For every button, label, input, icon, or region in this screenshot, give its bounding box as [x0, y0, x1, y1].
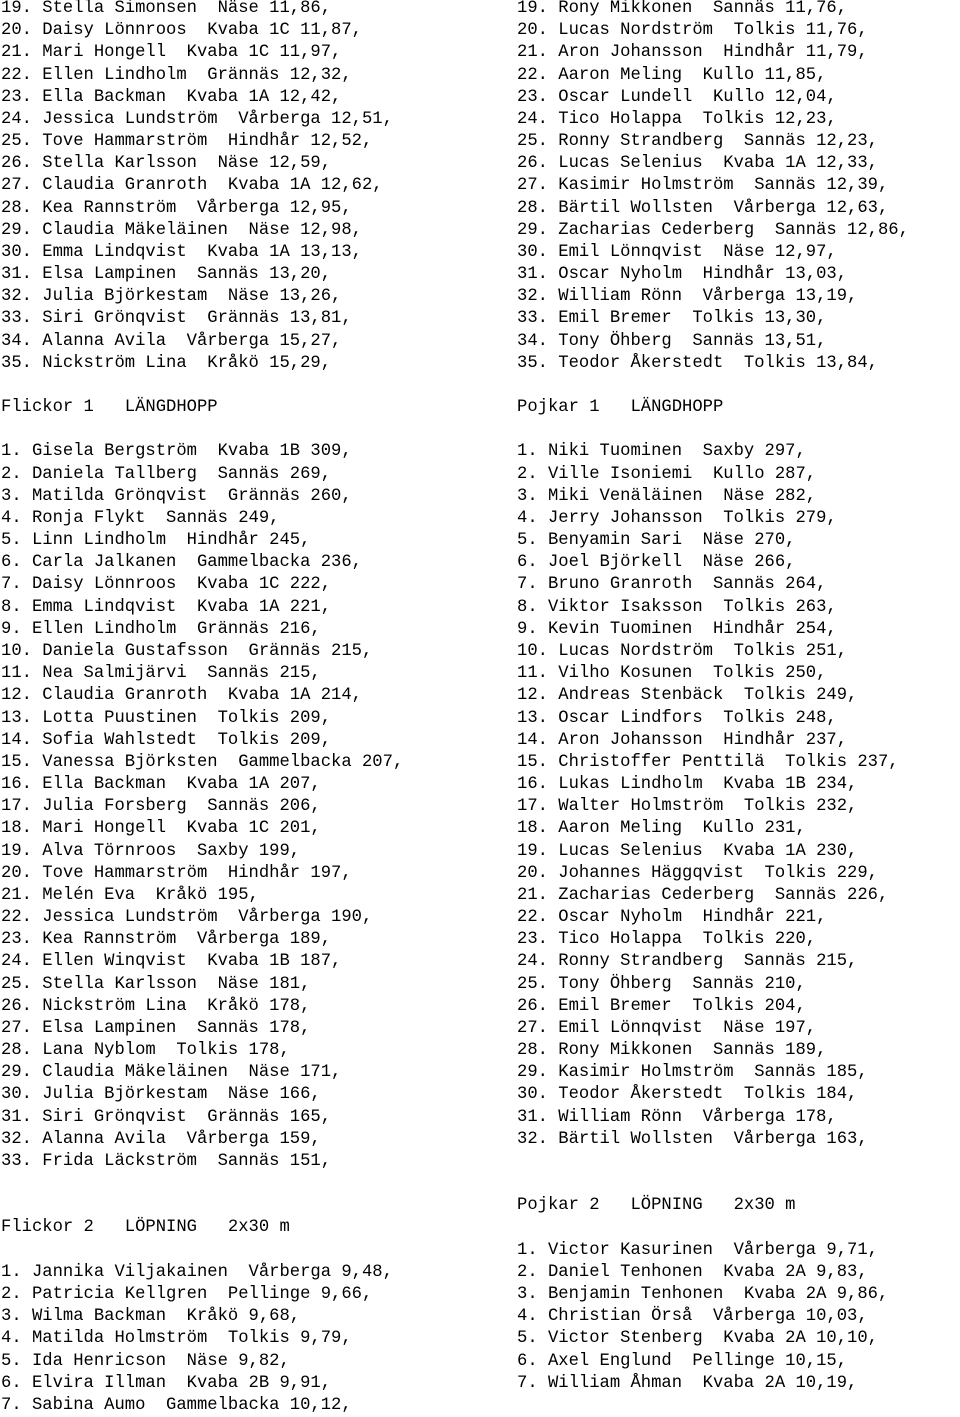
result-line: 10. Lucas Nordström Tolkis 251, [517, 641, 848, 661]
result-line: 1. Gisela Bergström Kvaba 1B 309, [1, 442, 352, 462]
result-line: 5. Ida Henricson Näse 9,82, [1, 1351, 290, 1371]
result-line: 12. Claudia Granroth Kvaba 1A 214, [1, 686, 362, 706]
result-line: 1. Jannika Viljakainen Vårberga 9,48, [1, 1262, 393, 1282]
result-line: 31. Siri Grönqvist Grännäs 165, [1, 1107, 332, 1127]
girls-running-results [1, 1262, 501, 1417]
result-line: 27. Emil Lönnqvist Näse 197, [517, 1018, 817, 1038]
result-line: 23. Oscar Lundell Kullo 12,04, [517, 87, 837, 107]
result-line: 15. Vanessa Björksten Gammelbacka 207, [1, 752, 404, 772]
result-line: 9. Kevin Tuominen Hindhår 254, [517, 619, 837, 639]
result-line: 26. Lucas Selenius Kvaba 1A 12,33, [517, 154, 878, 174]
result-line: 21. Mari Hongell Kvaba 1C 11,97, [1, 43, 342, 63]
result-line: 5. Linn Lindholm Hindhår 245, [1, 531, 311, 551]
result-line: 26. Stella Karlsson Näse 12,59, [1, 154, 332, 174]
result-line: 9. Ellen Lindholm Grännäs 216, [1, 619, 321, 639]
result-line: 18. Mari Hongell Kvaba 1C 201, [1, 819, 321, 839]
boys-long-jump-heading: Pojkar 1 LÄNGDHOPP [517, 398, 724, 418]
result-line: 17. Julia Forsberg Sannäs 206, [1, 797, 321, 817]
result-line: 13. Oscar Lindfors Tolkis 248, [517, 708, 837, 728]
result-line: 6. Carla Jalkanen Gammelbacka 236, [1, 553, 362, 573]
result-line: 11. Nea Salmijärvi Sannäs 215, [1, 664, 321, 684]
result-line: 15. Christoffer Penttilä Tolkis 237, [517, 752, 899, 772]
result-line: 20. Tove Hammarström Hindhår 197, [1, 863, 352, 883]
result-line: 4. Jerry Johansson Tolkis 279, [517, 508, 837, 528]
result-line: 34. Alanna Avila Vårberga 15,27, [1, 331, 342, 351]
result-line: 24. Tico Holappa Tolkis 12,23, [517, 109, 837, 129]
result-line: 31. William Rönn Vårberga 178, [517, 1107, 837, 1127]
result-line: 28. Bärtil Wollsten Vårberga 12,63, [517, 198, 889, 218]
result-line: 28. Kea Rannström Vårberga 12,95, [1, 198, 352, 218]
result-line: 1. Victor Kasurinen Vårberga 9,71, [517, 1240, 878, 1260]
result-line: 28. Rony Mikkonen Sannäs 189, [517, 1041, 827, 1061]
result-line: 21. Melén Eva Kråkö 195, [1, 885, 259, 905]
result-line: 6. Joel Björkell Näse 266, [517, 553, 796, 573]
result-line: 19. Stella Simonsen Näse 11,86, [1, 0, 332, 18]
result-line: 24. Ronny Strandberg Sannäs 215, [517, 952, 858, 972]
result-line: 33. Frida Läckström Sannäs 151, [1, 1151, 332, 1171]
result-line: 25. Tony Öhberg Sannäs 210, [517, 974, 806, 994]
result-line: 20. Lucas Nordström Tolkis 11,76, [517, 21, 868, 41]
result-line: 21. Zacharias Cederberg Sannäs 226, [517, 885, 889, 905]
result-line: 18. Aaron Meling Kullo 231, [517, 819, 806, 839]
boys-previous-event-list [517, 0, 960, 375]
result-line: 8. Emma Lindqvist Kvaba 1A 221, [1, 597, 332, 617]
result-line: 4. Ronja Flykt Sannäs 249, [1, 508, 280, 528]
result-line: 14. Sofia Wahlstedt Tolkis 209, [1, 730, 332, 750]
result-line: 2. Patricia Kellgren Pellinge 9,66, [1, 1284, 373, 1304]
result-line: 32. Julia Björkestam Näse 13,26, [1, 287, 342, 307]
result-line: 27. Elsa Lampinen Sannäs 178, [1, 1018, 311, 1038]
result-line: 17. Walter Holmström Tolkis 232, [517, 797, 858, 817]
result-line: 29. Claudia Mäkeläinen Näse 171, [1, 1063, 342, 1083]
boys-long-jump-results [517, 441, 960, 1151]
result-line: 12. Andreas Stenbäck Tolkis 249, [517, 686, 858, 706]
result-line: 23. Kea Rannström Vårberga 189, [1, 930, 332, 950]
result-line: 34. Tony Öhberg Sannäs 13,51, [517, 331, 827, 351]
result-line: 25. Ronny Strandberg Sannäs 12,23, [517, 132, 878, 152]
result-line: 32. William Rönn Vårberga 13,19, [517, 287, 858, 307]
girls-previous-event-list [1, 0, 501, 375]
result-line: 25. Tove Hammarström Hindhår 12,52, [1, 132, 373, 152]
result-line: 5. Victor Stenberg Kvaba 2A 10,10, [517, 1329, 878, 1349]
result-line: 21. Aron Johansson Hindhår 11,79, [517, 43, 868, 63]
result-line: 20. Daisy Lönnroos Kvaba 1C 11,87, [1, 21, 362, 41]
result-line: 29. Kasimir Holmström Sannäs 185, [517, 1063, 868, 1083]
result-line: 2. Ville Isoniemi Kullo 287, [517, 464, 817, 484]
result-line: 16. Lukas Lindholm Kvaba 1B 234, [517, 775, 858, 795]
result-line: 10. Daniela Gustafsson Grännäs 215, [1, 641, 373, 661]
result-line: 33. Emil Bremer Tolkis 13,30, [517, 309, 827, 329]
result-line: 28. Lana Nyblom Tolkis 178, [1, 1041, 290, 1061]
result-line: 3. Matilda Grönqvist Grännäs 260, [1, 486, 352, 506]
result-line: 19. Lucas Selenius Kvaba 1A 230, [517, 841, 858, 861]
result-line: 7. Sabina Aumo Gammelbacka 10,12, [1, 1395, 352, 1415]
result-line: 3. Wilma Backman Kråkö 9,68, [1, 1307, 301, 1327]
result-line: 5. Benyamin Sari Näse 270, [517, 531, 796, 551]
result-line: 27. Kasimir Holmström Sannäs 12,39, [517, 176, 889, 196]
result-line: 2. Daniela Tallberg Sannäs 269, [1, 464, 332, 484]
result-line: 23. Ella Backman Kvaba 1A 12,42, [1, 87, 342, 107]
result-line: 7. Daisy Lönnroos Kvaba 1C 222, [1, 575, 332, 595]
result-line: 22. Aaron Meling Kullo 11,85, [517, 65, 827, 85]
result-line: 23. Tico Holappa Tolkis 220, [517, 930, 817, 950]
result-line: 11. Vilho Kosunen Tolkis 250, [517, 664, 827, 684]
result-line: 31. Elsa Lampinen Sannäs 13,20, [1, 265, 332, 285]
result-line: 4. Matilda Holmström Tolkis 9,79, [1, 1329, 352, 1349]
girls-long-jump-results [1, 441, 501, 1173]
result-line: 3. Miki Venäläinen Näse 282, [517, 486, 817, 506]
result-line: 19. Rony Mikkonen Sannäs 11,76, [517, 0, 848, 18]
girls-long-jump-heading: Flickor 1 LÄNGDHOPP [1, 398, 218, 418]
result-line: 6. Elvira Illman Kvaba 2B 9,91, [1, 1373, 332, 1393]
girls-running-heading: Flickor 2 LÖPNING 2x30 m [1, 1218, 290, 1238]
result-line: 33. Siri Grönqvist Grännäs 13,81, [1, 309, 352, 329]
result-line: 27. Claudia Granroth Kvaba 1A 12,62, [1, 176, 383, 196]
result-line: 22. Jessica Lundström Vårberga 190, [1, 908, 373, 928]
result-line: 32. Bärtil Wollsten Vårberga 163, [517, 1129, 868, 1149]
result-line: 19. Alva Törnroos Saxby 199, [1, 841, 301, 861]
boys-running-results [517, 1240, 960, 1395]
result-line: 22. Oscar Nyholm Hindhår 221, [517, 908, 827, 928]
result-line: 6. Axel Englund Pellinge 10,15, [517, 1351, 848, 1371]
boys-running-heading: Pojkar 2 LÖPNING 2x30 m [517, 1196, 796, 1216]
result-line: 14. Aron Johansson Hindhår 237, [517, 730, 848, 750]
result-line: 26. Emil Bremer Tolkis 204, [517, 996, 806, 1016]
result-line: 7. Bruno Granroth Sannäs 264, [517, 575, 827, 595]
result-line: 3. Benjamin Tenhonen Kvaba 2A 9,86, [517, 1284, 889, 1304]
result-line: 16. Ella Backman Kvaba 1A 207, [1, 775, 321, 795]
result-line: 30. Julia Björkestam Näse 166, [1, 1085, 321, 1105]
result-line: 4. Christian Örså Vårberga 10,03, [517, 1307, 868, 1327]
result-line: 30. Emma Lindqvist Kvaba 1A 13,13, [1, 242, 362, 262]
result-line: 35. Nickström Lina Kråkö 15,29, [1, 353, 332, 373]
result-line: 13. Lotta Puustinen Tolkis 209, [1, 708, 332, 728]
result-line: 32. Alanna Avila Vårberga 159, [1, 1129, 321, 1149]
result-line: 30. Emil Lönnqvist Näse 12,97, [517, 242, 837, 262]
result-line: 7. William Åhman Kvaba 2A 10,19, [517, 1373, 858, 1393]
result-line: 1. Niki Tuominen Saxby 297, [517, 442, 806, 462]
result-line: 20. Johannes Häggqvist Tolkis 229, [517, 863, 878, 883]
result-line: 25. Stella Karlsson Näse 181, [1, 974, 311, 994]
result-line: 31. Oscar Nyholm Hindhår 13,03, [517, 265, 848, 285]
boys-results-column [517, 0, 960, 1395]
result-line: 30. Teodor Åkerstedt Tolkis 184, [517, 1085, 858, 1105]
result-line: 29. Claudia Mäkeläinen Näse 12,98, [1, 220, 362, 240]
result-line: 8. Viktor Isaksson Tolkis 263, [517, 597, 837, 617]
result-line: 22. Ellen Lindholm Grännäs 12,32, [1, 65, 352, 85]
result-line: 26. Nickström Lina Kråkö 178, [1, 996, 311, 1016]
result-line: 24. Jessica Lundström Vårberga 12,51, [1, 109, 393, 129]
result-line: 24. Ellen Winqvist Kvaba 1B 187, [1, 952, 342, 972]
result-line: 29. Zacharias Cederberg Sannäs 12,86, [517, 220, 909, 240]
result-line: 35. Teodor Åkerstedt Tolkis 13,84, [517, 353, 878, 373]
girls-results-column [1, 0, 501, 1417]
result-line: 2. Daniel Tenhonen Kvaba 2A 9,83, [517, 1262, 868, 1282]
